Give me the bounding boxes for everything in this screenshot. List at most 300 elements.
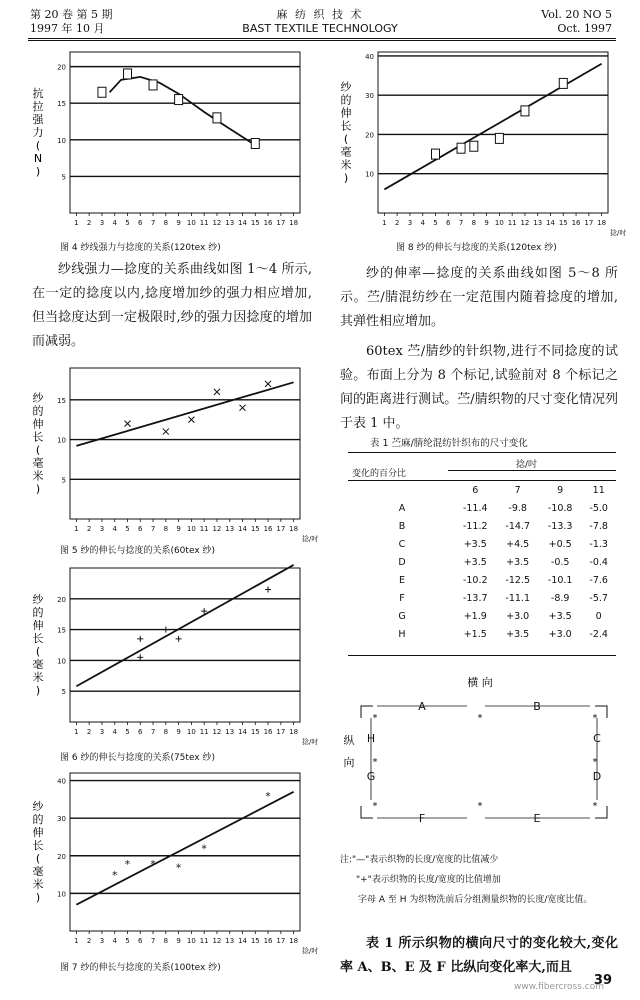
x-tick-label: 14 (238, 219, 247, 227)
header-journal-cn: 麻 纺 织 技 术 (276, 8, 364, 21)
header-rule-2 (28, 40, 616, 41)
table-corner (350, 481, 454, 499)
x-tick-label: 15 (250, 219, 260, 227)
trend-line (76, 792, 293, 905)
data-point (470, 141, 478, 151)
y-tick-label: 10 (57, 657, 66, 666)
y-axis-label-char: 米 (32, 878, 44, 891)
table-cell: -12.5 (505, 574, 530, 586)
data-point: * (125, 859, 130, 871)
x-tick-label: 6 (446, 219, 451, 227)
y-tick-label: 40 (365, 52, 374, 61)
table-cell: +3.0 (506, 610, 530, 622)
x-tick-label: 3 (407, 219, 413, 227)
plot-frame (378, 52, 608, 213)
x-tick-label: 5 (125, 219, 130, 227)
table-row (350, 535, 616, 553)
trend-line (384, 64, 601, 190)
data-point: * (201, 844, 207, 856)
y-tick-label: 10 (57, 890, 66, 899)
y-axis-label-char: 纱 (32, 800, 44, 813)
table-row (350, 571, 616, 589)
x-tick-label: 13 (533, 219, 543, 227)
table-cell: -7.6 (589, 574, 608, 586)
y-axis-label-char: ) (35, 684, 41, 697)
y-axis-label-char: 伸 (32, 417, 44, 431)
y-axis-label-char: N (33, 152, 43, 165)
table-col-header: 11 (592, 484, 605, 496)
table-row-label: H (398, 628, 406, 640)
paragraph-1: 纱线强力—捻度的关系曲线如图 1～4 所示,在一定的捻度以内,捻度增加纱的强力相应增加,但当捻度达到一定极限时,纱的强力因捻度的增加而减弱。 (32, 262, 312, 349)
table-cell: -9.8 (508, 502, 527, 514)
y-axis-label-char: 的 (32, 404, 44, 418)
y-axis-label-char: 纱 (32, 391, 44, 405)
x-tick-label: 12 (212, 728, 222, 736)
data-point (432, 149, 440, 159)
x-tick-label: 1 (382, 219, 387, 227)
y-tick-label: 30 (57, 815, 66, 824)
x-tick-label: 17 (276, 937, 286, 945)
figure-6-chart (28, 560, 318, 748)
header-rule (28, 38, 616, 39)
data-point (213, 113, 221, 123)
mark-dot: * (592, 758, 598, 768)
table-cell: +3.5 (506, 628, 530, 640)
data-point (163, 627, 169, 633)
x-tick-label: 4 (112, 219, 117, 227)
table-cell: -2.4 (589, 628, 608, 640)
y-axis-label-char: 毫 (32, 456, 44, 470)
table-col-header: 6 (472, 484, 479, 496)
x-tick-label: 3 (99, 219, 105, 227)
diagram-top-label: 横 向 (467, 676, 493, 689)
x-tick-label: 13 (225, 219, 235, 227)
header-volume-cn: 第 20 卷 第 5 期 (30, 8, 113, 21)
table-row-label: B (398, 520, 406, 532)
data-point: * (176, 863, 182, 875)
figure-4-caption: 图 4 纱线强力与捻度的关系(120tex 纱) (60, 243, 221, 253)
x-tick-label: 11 (199, 728, 209, 736)
figure-7-chart (28, 765, 318, 957)
x-tick-label: 10 (186, 728, 196, 736)
table-cell: +3.5 (506, 556, 530, 568)
table-bottom-rule (348, 655, 616, 656)
x-tick-label: 14 (546, 219, 555, 227)
corner-mark (361, 706, 373, 718)
trend-line (76, 382, 293, 446)
x-tick-label: 4 (112, 937, 117, 945)
x-tick-label: 1 (74, 219, 79, 227)
x-tick-label: 5 (433, 219, 438, 227)
x-tick-label: 7 (150, 219, 156, 227)
mark-dot: * (592, 802, 598, 812)
x-tick-label: 1 (74, 525, 79, 533)
y-tick-label: 15 (57, 100, 66, 109)
x-tick-label: 12 (212, 219, 222, 227)
table-cell: -11.4 (462, 502, 488, 514)
data-point (265, 587, 271, 593)
table-cell: -7.8 (589, 520, 608, 532)
x-tick-label: 6 (138, 525, 143, 533)
mark-dot: * (477, 802, 483, 812)
y-axis-label-char: 米 (340, 158, 352, 172)
y-tick-label: 20 (57, 852, 66, 861)
x-tick-label: 18 (597, 219, 607, 227)
header-date-en: Oct. 1997 (557, 22, 612, 35)
data-point (521, 106, 529, 116)
y-tick-label: 20 (57, 595, 66, 604)
x-tick-label: 15 (250, 937, 260, 945)
y-tick-label: 20 (57, 63, 66, 72)
data-point: * (265, 791, 271, 803)
y-tick-label: 30 (365, 92, 374, 101)
x-tick-label: 9 (176, 525, 181, 533)
table-row-label: E (398, 574, 405, 586)
x-tick-label: 18 (289, 219, 299, 227)
y-tick-label: 5 (61, 688, 66, 697)
table-row-label: C (398, 538, 406, 550)
x-tick-label: 3 (99, 525, 105, 533)
y-axis-label-char: 强 (32, 113, 44, 126)
x-tick-label: 16 (263, 525, 273, 533)
x-tick-label: 10 (186, 525, 196, 533)
x-tick-label: 14 (238, 728, 247, 736)
data-point: * (150, 859, 156, 871)
table-top-rule (348, 452, 616, 453)
mark-dot: * (372, 802, 378, 812)
y-axis-label-char: ( (35, 139, 41, 152)
table-cell: -1.3 (589, 538, 608, 550)
y-tick-label: 40 (57, 777, 66, 786)
paragraph-4: 表 1 所示织物的横向尺寸的变化较大,变化率 A、B、E 及 F 比纵向变化率大,而且 (340, 936, 618, 975)
x-tick-label: 4 (420, 219, 425, 227)
figure-8-chart (336, 44, 626, 239)
x-tick-label: 18 (289, 937, 299, 945)
y-axis-label-char: 毫 (340, 145, 352, 159)
y-axis-label-char: 纱 (32, 593, 44, 606)
y-axis-label-char: 米 (32, 469, 44, 483)
y-axis-label-char: 拉 (32, 100, 44, 113)
y-axis-label-char: 长 (32, 632, 44, 645)
mark-dot: * (372, 714, 378, 724)
y-axis-label-char: 长 (32, 430, 44, 444)
x-tick-label: 18 (289, 525, 299, 533)
x-tick-label: 15 (250, 525, 260, 533)
table-col-header: 7 (514, 484, 521, 496)
table-cell: +3.5 (463, 538, 487, 550)
plot-frame (70, 568, 300, 722)
data-point (251, 138, 259, 148)
y-tick-label: 10 (57, 436, 66, 445)
header-journal-en: BAST TEXTILE TECHNOLOGY (242, 22, 398, 35)
x-axis-unit: 捻/吋 (302, 738, 319, 746)
figure-6-caption: 图 6 纱的伸长与捻度的关系(75tex 纱) (60, 753, 216, 763)
note-2: "+"表示织物的长度/宽度的比值增加 (356, 875, 501, 885)
header-date-cn: 1997 年 10 月 (30, 22, 105, 35)
table-1 (350, 481, 616, 643)
plot-frame (70, 52, 300, 213)
x-tick-label: 13 (225, 525, 235, 533)
table-header-top: 捻/吋 (516, 460, 538, 470)
table-row (350, 589, 616, 607)
x-tick-label: 15 (250, 728, 260, 736)
x-tick-label: 11 (507, 219, 517, 227)
diagram-side-label-char: 纵 (343, 734, 355, 747)
table-cell: +4.5 (506, 538, 530, 550)
y-axis-label-char: ( (35, 443, 41, 457)
x-tick-label: 18 (289, 728, 299, 736)
x-tick-label: 9 (176, 219, 181, 227)
table-cell: -5.7 (589, 592, 608, 604)
data-point (214, 389, 220, 395)
table-cell: -8.9 (550, 592, 570, 604)
table-cell: 0 (595, 610, 602, 622)
x-tick-label: 6 (138, 728, 143, 736)
data-point (559, 78, 567, 88)
table-cell: -13.3 (547, 520, 573, 532)
mark-label-c: C (593, 732, 601, 745)
x-tick-label: 4 (112, 525, 117, 533)
y-tick-label: 15 (57, 626, 66, 635)
x-tick-label: 8 (163, 219, 169, 227)
x-tick-label: 17 (276, 728, 286, 736)
table-cell: -10.1 (547, 574, 573, 586)
y-axis-label-char: 伸 (32, 619, 44, 632)
x-tick-label: 7 (150, 728, 156, 736)
y-axis-label-char: ( (343, 132, 349, 146)
mark-label-f: F (418, 812, 426, 825)
table-col-header: 9 (557, 484, 564, 496)
figure-5-chart (28, 360, 318, 545)
x-tick-label: 11 (199, 525, 209, 533)
x-tick-label: 2 (86, 525, 92, 533)
figure-5 (28, 360, 318, 545)
table-cell: +0.5 (548, 538, 572, 550)
figure-7 (28, 765, 318, 957)
x-tick-label: 13 (225, 728, 235, 736)
x-tick-label: 10 (186, 937, 196, 945)
header-volume-en: Vol. 20 NO 5 (541, 8, 612, 21)
x-tick-label: 14 (238, 937, 247, 945)
data-point (265, 381, 271, 387)
table-col-rule (448, 470, 616, 471)
mark-label-h: H (366, 732, 376, 745)
y-axis-label-char: ) (35, 165, 41, 178)
x-tick-label: 17 (276, 219, 286, 227)
y-axis-label-char: ) (35, 482, 41, 496)
y-axis-label-char: ) (343, 171, 349, 185)
table-cell: -13.7 (462, 592, 488, 604)
table-row-label: F (399, 592, 405, 604)
x-tick-label: 3 (99, 728, 105, 736)
mark-dot: * (372, 758, 378, 768)
data-point (98, 87, 106, 97)
data-point (163, 429, 169, 435)
y-axis-label-char: 毫 (32, 658, 44, 671)
y-axis-label-char: 米 (32, 671, 44, 684)
y-axis-label-char: 毫 (32, 865, 44, 878)
data-point (137, 636, 143, 642)
table-row-label: D (398, 556, 406, 568)
y-axis-label-char: 长 (340, 119, 352, 133)
x-tick-label: 2 (394, 219, 400, 227)
y-axis-label-char: 伸 (32, 826, 44, 839)
figure-4-chart (28, 44, 318, 239)
x-tick-label: 2 (86, 728, 92, 736)
y-axis-label-char: 力 (32, 126, 44, 139)
y-axis-label-char: ) (35, 891, 41, 904)
corner-mark (361, 806, 373, 818)
y-axis-label-char: 的 (32, 813, 44, 826)
data-point (495, 133, 503, 143)
data-point (149, 80, 157, 90)
y-tick-label: 20 (365, 131, 374, 140)
table-row (350, 625, 616, 643)
y-axis-label-char: 长 (32, 839, 44, 852)
x-tick-label: 6 (138, 219, 143, 227)
x-tick-label: 8 (471, 219, 477, 227)
x-tick-label: 9 (176, 937, 181, 945)
table-row (350, 553, 616, 571)
note-1: 注:"—"表示织物的长度/宽度的比值减少 (340, 855, 499, 865)
x-tick-label: 5 (125, 728, 130, 736)
paragraph-2: 纱的伸率—捻度的关系曲线如图 5～8 所示。苎/腈混纺纱在一定范围内随着捻度的增加,其弹性相应增加。 (340, 266, 618, 329)
x-tick-label: 13 (225, 937, 235, 945)
mark-label-a: A (418, 700, 426, 713)
table-cell: -14.7 (505, 520, 530, 532)
y-axis-label-char: 伸 (340, 106, 352, 120)
data-point (125, 421, 131, 427)
table-cell: -11.1 (505, 592, 530, 604)
x-tick-label: 14 (238, 525, 247, 533)
trend-line (76, 565, 293, 686)
y-tick-label: 10 (365, 170, 374, 179)
table-row (350, 517, 616, 535)
note-3: 字母 A 至 H 为织物洗前后分组测量织物的长度/宽度比值。 (358, 895, 593, 905)
x-tick-label: 4 (112, 728, 117, 736)
mark-label-b: B (533, 700, 541, 713)
mark-label-e: E (533, 812, 541, 825)
x-tick-label: 17 (276, 525, 286, 533)
figure-7-caption: 图 7 纱的伸长与捻度的关系(100tex 纱) (60, 963, 221, 973)
x-axis-unit: 捻/吋 (302, 535, 319, 543)
x-tick-label: 11 (199, 937, 209, 945)
table-cell: -5.0 (589, 502, 608, 514)
fabric-mark-diagram (345, 672, 615, 842)
data-point (175, 95, 183, 105)
figure-5-caption: 图 5 纱的伸长与捻度的关系(60tex 纱) (60, 546, 216, 556)
table-cell: -10.2 (462, 574, 488, 586)
table-cell: -0.4 (589, 556, 608, 568)
data-point (137, 654, 143, 660)
mark-label-g: G (366, 770, 376, 783)
trend-curve (110, 77, 253, 144)
x-tick-label: 1 (74, 728, 79, 736)
x-tick-label: 5 (125, 525, 130, 533)
x-tick-label: 8 (163, 728, 169, 736)
table-header-left: 变化的百分比 (352, 469, 407, 479)
x-tick-label: 17 (584, 219, 594, 227)
diagram-side-label-char: 向 (343, 756, 355, 769)
figure-6 (28, 560, 318, 748)
x-tick-label: 5 (125, 937, 130, 945)
x-tick-label: 10 (494, 219, 504, 227)
data-point (188, 417, 194, 423)
y-tick-label: 5 (61, 476, 66, 485)
table-cell: +3.5 (548, 610, 572, 622)
x-tick-label: 1 (74, 937, 79, 945)
y-tick-label: 15 (57, 396, 66, 405)
y-axis-label-char: 的 (32, 606, 44, 619)
x-axis-unit: 捻/吋 (610, 229, 627, 237)
x-tick-label: 11 (199, 219, 209, 227)
x-tick-label: 16 (263, 937, 273, 945)
x-axis-unit: 捻/吋 (302, 947, 319, 955)
table-header-row (350, 481, 616, 499)
figure-4 (28, 44, 318, 239)
x-tick-label: 12 (212, 937, 222, 945)
mark-dot: * (592, 714, 598, 724)
table-row-label: G (398, 610, 406, 622)
x-tick-label: 6 (138, 937, 143, 945)
paragraph-3: 60tex 苎/腈纱的针织物,进行不同捻度的试验。布面上分为 8 个标记,试验前对 8 个标记之间的距离进行测试。苎/腈织物的尺寸变化情况列于表 1 中。 (340, 344, 618, 431)
table-cell: -11.2 (462, 520, 488, 532)
data-point: * (112, 870, 118, 882)
y-tick-label: 5 (61, 173, 66, 182)
table-cell: +3.0 (548, 628, 572, 640)
mark-dot: * (477, 714, 483, 724)
x-tick-label: 12 (212, 525, 222, 533)
x-tick-label: 8 (163, 525, 169, 533)
x-tick-label: 2 (86, 219, 92, 227)
x-tick-label: 7 (458, 219, 464, 227)
figure-8-caption: 图 8 纱的伸长与捻度的关系(120tex 纱) (396, 243, 557, 253)
y-axis-label-char: 的 (340, 93, 352, 107)
watermark: www.fibercross.com (514, 982, 604, 992)
y-axis-label-char: 纱 (340, 80, 352, 94)
x-tick-label: 16 (263, 219, 273, 227)
data-point (457, 143, 465, 153)
table-1-title: 表 1 苎麻/腈纶混纺针织布的尺寸变化 (370, 438, 528, 449)
x-tick-label: 9 (484, 219, 489, 227)
page-number: 39 (593, 973, 612, 988)
x-tick-label: 10 (186, 219, 196, 227)
table-cell: +1.9 (463, 610, 487, 622)
x-tick-label: 8 (163, 937, 169, 945)
table-cell: +1.5 (463, 628, 487, 640)
figure-8 (336, 44, 626, 239)
table-row-label: A (398, 502, 406, 514)
table-cell: -10.8 (547, 502, 573, 514)
table-row (350, 607, 616, 625)
y-axis-label-char: ( (35, 852, 41, 865)
data-point (240, 405, 246, 411)
x-tick-label: 7 (150, 937, 156, 945)
table-cell: -0.5 (550, 556, 570, 568)
x-tick-label: 12 (520, 219, 530, 227)
x-tick-label: 15 (558, 219, 568, 227)
x-tick-label: 16 (263, 728, 273, 736)
x-tick-label: 2 (86, 937, 92, 945)
y-tick-label: 10 (57, 136, 66, 145)
data-point (124, 69, 132, 79)
y-axis-label-char: 抗 (32, 87, 44, 100)
mark-label-d: D (592, 770, 602, 783)
y-axis-label-char: ( (35, 645, 41, 658)
table-row (350, 499, 616, 517)
x-tick-label: 7 (150, 525, 156, 533)
x-tick-label: 3 (99, 937, 105, 945)
